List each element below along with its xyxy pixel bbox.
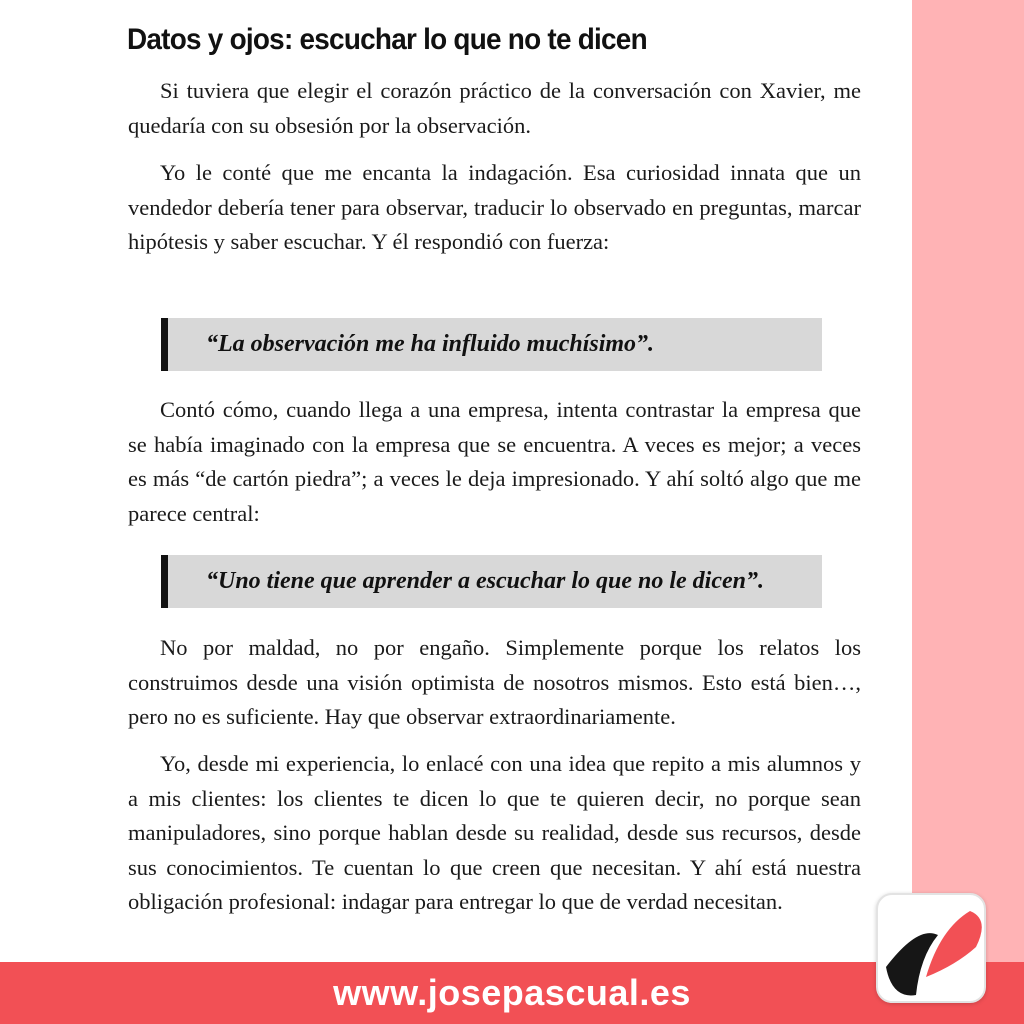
- pull-quote-1: “La observación me ha influido muchísimo”.: [161, 318, 822, 371]
- page-heading: Datos y ojos: escuchar lo que no te dicen: [127, 23, 647, 56]
- brand-logo-icon: [878, 895, 986, 1003]
- paragraph-5: Yo, desde mi experiencia, lo enlacé con una idea que repito a mis alumnos y a mis clientes: los clientes te dicen lo que te quieren decir, no porque sean manipuladores, sino porque hablan desde su realidad, desde sus recursos, desde sus conocimientos. Te cuentan lo que creen que necesitan. Y ahí está nuestra obligación profesional: indagar para entregar lo que de verdad necesitan.: [128, 751, 861, 914]
- paragraph-2: Yo le conté que me encanta la indagación. Esa curiosidad innata que un vendedor debería tener para observar, traducir lo observado en preguntas, marcar hipótesis y saber escuchar. Y él respondió con fuerza:: [128, 160, 861, 254]
- website-link[interactable]: www.josepascual.es: [333, 972, 691, 1013]
- brand-logo[interactable]: [876, 893, 986, 1003]
- pull-quote-2: “Uno tiene que aprender a escuchar lo que no le dicen”.: [161, 555, 822, 608]
- footer-bar: [0, 962, 1024, 1024]
- paragraph-1: Si tuviera que elegir el corazón práctico de la conversación con Xavier, me quedaría con su obsesión por la observación.: [128, 78, 861, 138]
- paragraph-3: Contó cómo, cuando llega a una empresa, intenta contrastar la empresa que se había imaginado con la empresa que se encuentra. A veces es mejor; a veces es más “de cartón piedra”; a veces le deja impresionado. Y ahí soltó algo que me parece central:: [128, 397, 861, 526]
- paragraph-4: No por maldad, no por engaño. Simplemente porque los relatos los construimos desde una visión optimista de nosotros mismos. Esto está bien…, pero no es suficiente. Hay que observar extraordinariamente.: [128, 635, 861, 729]
- side-decoration-strip: [912, 0, 1024, 962]
- logo-red-shape: [926, 911, 982, 977]
